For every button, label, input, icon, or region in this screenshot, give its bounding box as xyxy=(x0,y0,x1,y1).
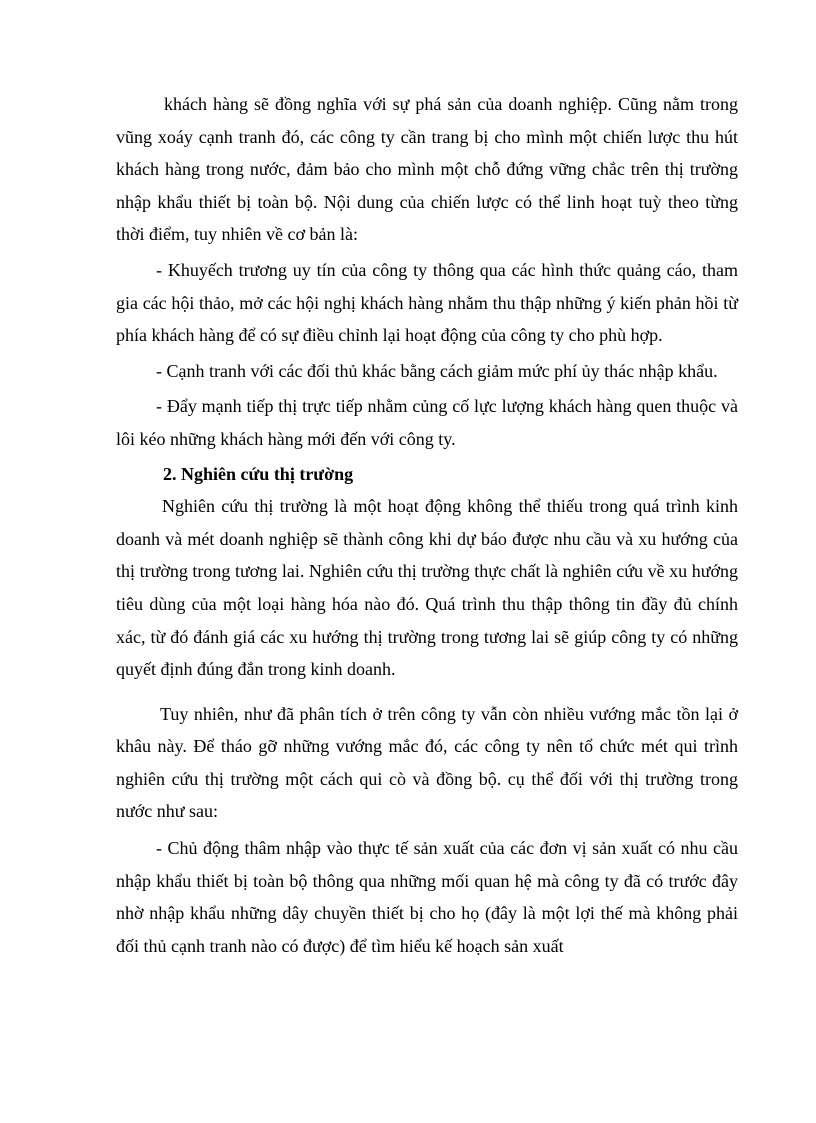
bullet-compete-fees: - Cạnh tranh với các đối thủ khác bằng cách giảm mức phí ủy thác nhập khẩu. xyxy=(156,360,718,381)
bullet-proactive-access: - Chủ động thâm nhập vào thực tế sản xuất của các đơn vị sản xuất có nhu cầu nhập khẩu thiết bị toàn bộ thông qua những mối quan hệ mà công ty đã có trước đây nhờ nhập khẩu những dây chuyền thiết bị cho họ (đây là một lợi thế mà không phải đối thủ cạnh tranh nào có được) để tìm hiểu kế hoạch sản xuất xyxy=(116,838,738,956)
paragraph-market-research: Nghiên cứu thị trường là một hoạt động không thể thiếu trong quá trình kinh doanh và mét doanh nghiệp sẽ thành công khi dự báo được nhu cầu và xu hướng của thị trường trong tương lai. Nghiên cứu thị trường thực chất là nghiên cứu về xu hướng tiêu dùng của một loại hàng hóa nào đó. Quá trình thu thập thông tin đầy đủ chính xác, từ đó đánh giá các xu hướng thị trường trong tương lai sẽ giúp công ty có những quyết định đúng đắn trong kinh doanh. xyxy=(116,496,738,680)
section-heading: 2. Nghiên cứu thị trường xyxy=(163,463,354,484)
document-body xyxy=(116,88,738,962)
paragraph-however: Tuy nhiên, như đã phân tích ở trên công ty vẫn còn nhiều vướng mắc tồn lại ở khâu này. Để tháo gỡ những vướng mắc đó, các công ty nên tổ chức mét qui trình nghiên cứu thị trường một cách qui cò và đồng bộ. cụ thể đối với thị trường trong nước như sau: xyxy=(116,703,738,822)
paragraph-intro: khách hàng sẽ đồng nghĩa với sự phá sản của doanh nghiệp. Cũng nằm trong vũng xoáy cạnh tranh đó, các công ty cần trang bị cho mình một chiến lược thu hút khách hàng trong nước, đảm bảo cho mình một chỗ đứng vững chắc trên thị trường nhập khẩu thiết bị toàn bộ. Nội dung của chiến lược có thể linh hoạt tuỳ theo từng thời điểm, tuy nhiên về cơ bản là: xyxy=(116,94,738,245)
bullet-promote-reputation: - Khuyếch trương uy tín của công ty thông qua các hình thức quảng cáo, tham gia các hội thảo, mở các hội nghị khách hàng nhằm thu thập những ý kiến phản hồi từ phía khách hàng để có sự điều chỉnh lại hoạt động của công ty cho phù hợp. xyxy=(116,259,738,346)
bullet-direct-marketing: - Đẩy mạnh tiếp thị trực tiếp nhằm củng cố lực lượng khách hàng quen thuộc và lôi kéo những khách hàng mới đến với công ty. xyxy=(116,396,738,449)
